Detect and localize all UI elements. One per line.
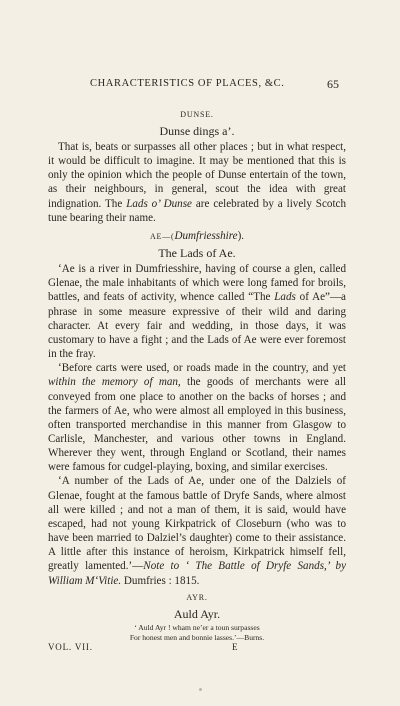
verse-line-1: ‘ Auld Ayr ! wham ne’er a toun surpasses xyxy=(134,622,260,632)
paragraph-dunse: That is, beats or surpasses all other places ; but in what respect, it would be difficult to imagine. It may be mentioned that this is only the opinion which the people of Dunse entertain of the town, as their neighbours, in general, scout the idea with great indignation. The Lads o’ Dunse are celebrated by a lively Scotch tune bearing their name. xyxy=(48,141,346,224)
paragraph-ae-2: ‘Before carts were used, or roads made in the country, and yet within the memory of man, the goods of merchants were all conveyed from one place to another on the backs of horses ; and the farmers of Ae, who were almost all employed in this business, often transported merchandise in this manner from Glasgow to Carlisle, Manchester, and various other towns in England. Wherever they went, through England or Scotland, their names were famous for cudgel-playing, boxing, and similar exercises. xyxy=(48,362,347,474)
page-body xyxy=(48,108,346,643)
section-heading-dunse: DUNSE. xyxy=(180,110,214,119)
paragraph-ae-3: ‘A number of the Lads of Ae, under one of the Dalziels of Glenae, fought at the famous battle of Dryfe Sands, where almost all were killed ; and not a man of them, it is said, would have escaped, had not young Kirkpatrick of Closeburn (who was to have been married to Dalziel’s daughter) come to their assistance. A little after this instance of heroism, Kirkpatrick himself fell, greatly lamented.’—Note to ‘ The Battle of Dryfe Sands,’ by William M‘Vitie. Dumfries : 1815. xyxy=(48,475,346,587)
verse-ayr xyxy=(48,623,346,643)
volume-label: VOL. VII. xyxy=(48,642,93,652)
running-title: CHARACTERISTICS OF PLACES, &C. xyxy=(90,78,285,89)
paper-speck xyxy=(199,688,202,691)
verse-line-2: For honest men and bonnie lasses.’—Burns. xyxy=(129,632,265,642)
page-number: 65 xyxy=(327,77,339,91)
saying-ayr: Auld Ayr. xyxy=(173,606,221,621)
saying-ae: The Lads of Ae. xyxy=(158,246,236,261)
section-heading-ae: AE—(Dumfriesshire). xyxy=(149,229,245,242)
paragraph-ae-1: ‘Ae is a river in Dumfriesshire, having of course a glen, called Glenae, the male inhabitants of which were long famed for broils, battles, and feats of activity, whence called “The Lads of Ae”—a phrase in some measure expressive of their wild and daring character. At every fair and wedding, in those days, it was customary to have a fight ; and the Lads of Ae were ever foremost in the fray. xyxy=(48,263,346,361)
signature-mark: E xyxy=(232,642,239,652)
page-footer xyxy=(48,642,346,656)
saying-dunse: Dunse dings a’. xyxy=(159,124,235,138)
page-header xyxy=(0,78,400,94)
section-heading-ayr: AYR. xyxy=(186,592,208,602)
